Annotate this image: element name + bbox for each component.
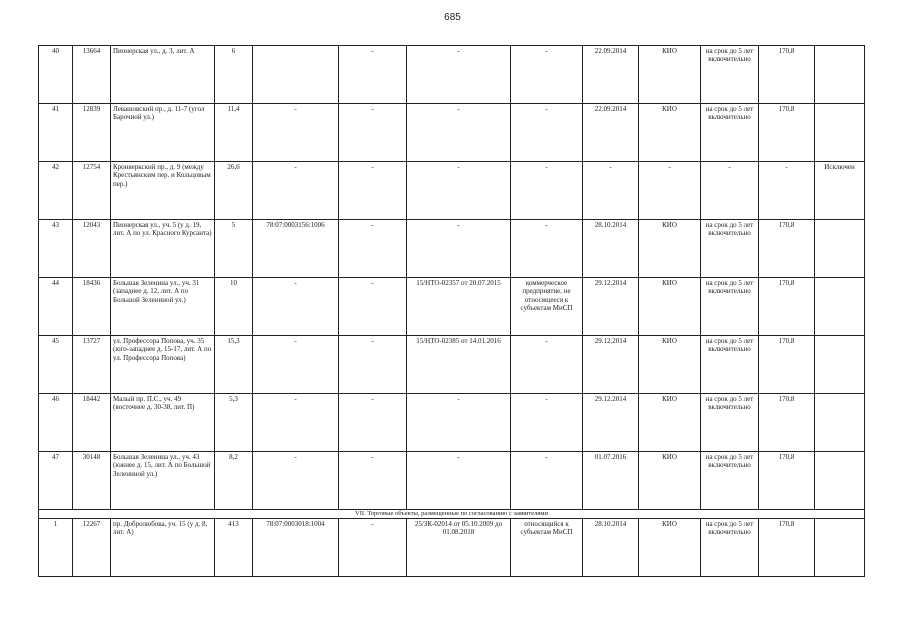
table-cell: относящийся к субъектам МиСП (511, 518, 583, 576)
table-cell: - (407, 162, 511, 220)
table-cell: 18442 (73, 394, 111, 452)
table-cell (815, 518, 865, 576)
table-cell: 47 (39, 452, 73, 510)
table-row (39, 518, 865, 576)
table-cell: 12839 (73, 104, 111, 162)
table-cell: КИО (639, 104, 701, 162)
table-cell: 13727 (73, 336, 111, 394)
table-cell: Большая Зеленина ул., уч. 43 (южнее д. 15, лит. А по Большой Зелениной ул.) (111, 452, 215, 510)
table-row (39, 394, 865, 452)
table-row (39, 220, 865, 278)
table-cell: 5 (215, 220, 253, 278)
table-cell: 170,8 (759, 278, 815, 336)
table-cell: 78:07:0003156:1006 (253, 220, 339, 278)
table-body (39, 46, 865, 577)
table-cell: 28.10.2014 (583, 518, 639, 576)
table-cell: на срок до 5 лет включительно (701, 46, 759, 104)
table-cell: ул. Профессора Попова, уч. 35 (юго-западнее д. 15-17, лит. А по ул. Профессора Попова) (111, 336, 215, 394)
table-cell: - (253, 104, 339, 162)
table-cell: - (253, 452, 339, 510)
table-cell: пр. Добролюбова, уч. 15 (у д. 8, лит. А) (111, 518, 215, 576)
table-cell: 18436 (73, 278, 111, 336)
table-cell: 29.12.2014 (583, 336, 639, 394)
table-cell: - (511, 162, 583, 220)
table-cell: - (639, 162, 701, 220)
table-cell: на срок до 5 лет включительно (701, 220, 759, 278)
table-row (39, 336, 865, 394)
table-cell: 22.09.2014 (583, 46, 639, 104)
table-cell: КИО (639, 220, 701, 278)
table-cell: Малый пр. П.С., уч. 49 (восточнее д. 30-38, лит. П) (111, 394, 215, 452)
table-cell: - (339, 394, 407, 452)
section-title: VII. Торговые объекты, размещенные по согласованию с заявителями (39, 510, 865, 519)
table-cell: КИО (639, 452, 701, 510)
table-cell: на срок до 5 лет включительно (701, 518, 759, 576)
table-cell: - (407, 220, 511, 278)
table-cell: на срок до 5 лет включительно (701, 104, 759, 162)
table-cell: 29.12.2014 (583, 278, 639, 336)
table-cell: 12754 (73, 162, 111, 220)
table-cell: 12267 (73, 518, 111, 576)
table-cell: - (407, 46, 511, 104)
table-cell: - (511, 394, 583, 452)
table-cell: 15,3 (215, 336, 253, 394)
table-cell: 42 (39, 162, 73, 220)
table-cell: 170,8 (759, 104, 815, 162)
table-cell: - (511, 104, 583, 162)
table-cell: КИО (639, 518, 701, 576)
table-cell: 78:07:0003018:1004 (253, 518, 339, 576)
table-cell: 44 (39, 278, 73, 336)
table-cell: КИО (639, 278, 701, 336)
table-cell: 170,8 (759, 46, 815, 104)
table-cell (815, 336, 865, 394)
table-cell: - (511, 452, 583, 510)
table-cell (815, 220, 865, 278)
table-cell: - (407, 104, 511, 162)
table-cell: Левашовский пр., д. 11-7 (угол Барочной ул.) (111, 104, 215, 162)
table-cell: 29.12.2014 (583, 394, 639, 452)
page-number: 685 (444, 12, 461, 23)
table-cell: 170,8 (759, 518, 815, 576)
table-cell (815, 46, 865, 104)
table-cell: 5,3 (215, 394, 253, 452)
table-cell: - (339, 452, 407, 510)
table-cell: - (253, 278, 339, 336)
table-cell (815, 452, 865, 510)
table-cell: - (253, 336, 339, 394)
table-cell: - (511, 336, 583, 394)
table-cell: 22.09.2014 (583, 104, 639, 162)
table-cell: Исключен (815, 162, 865, 220)
table-cell: на срок до 5 лет включительно (701, 336, 759, 394)
table-cell: - (339, 336, 407, 394)
table-cell: 170,8 (759, 394, 815, 452)
table-cell: КИО (639, 394, 701, 452)
table-cell: 13664 (73, 46, 111, 104)
table-cell: - (253, 394, 339, 452)
table-cell: - (339, 518, 407, 576)
table-cell: Пионерская ул., д. 3, лит. А (111, 46, 215, 104)
table-cell: 41 (39, 104, 73, 162)
table-row (39, 104, 865, 162)
table-cell: 46 (39, 394, 73, 452)
table-cell: КИО (639, 46, 701, 104)
table-cell: 43 (39, 220, 73, 278)
table-cell (815, 394, 865, 452)
table-row (39, 452, 865, 510)
table-cell: - (339, 162, 407, 220)
table-cell: 45 (39, 336, 73, 394)
table-cell: Пионерская ул., уч. 5 (у д. 19, лит. А по ул. Красного Курсанта) (111, 220, 215, 278)
table-cell: - (511, 220, 583, 278)
table-row (39, 278, 865, 336)
table-cell: 413 (215, 518, 253, 576)
table-cell: - (407, 452, 511, 510)
table-cell: - (253, 162, 339, 220)
table-cell: Кронверкский пр., д. 9 (между Крестьянским пер. и Кольцовым пер.) (111, 162, 215, 220)
table-cell: 11,4 (215, 104, 253, 162)
table-cell: - (759, 162, 815, 220)
table-row (39, 162, 865, 220)
objects-table (38, 45, 865, 577)
table-cell: - (339, 104, 407, 162)
table-cell: 6 (215, 46, 253, 104)
table-row (39, 46, 865, 104)
table-cell: 25/ЗК-02014 от 05.10.2009 до 01.08.2018 (407, 518, 511, 576)
table-cell: - (339, 46, 407, 104)
table-cell: 170,8 (759, 336, 815, 394)
table-cell: 10 (215, 278, 253, 336)
table-cell: 170,8 (759, 452, 815, 510)
table-cell (253, 46, 339, 104)
table-cell: 30148 (73, 452, 111, 510)
table-cell: КИО (639, 336, 701, 394)
table-cell: 15/НТО-02357 от 20.07.2015 (407, 278, 511, 336)
table-cell: на срок до 5 лет включительно (701, 394, 759, 452)
table-cell (815, 104, 865, 162)
table-cell: 170,8 (759, 220, 815, 278)
table-cell (815, 278, 865, 336)
table-cell: - (407, 394, 511, 452)
table-cell: 26,6 (215, 162, 253, 220)
table-cell: 15/НТО-02385 от 14.01.2016 (407, 336, 511, 394)
table-cell: Большая Зеленина ул., уч. 31 (западнее д. 12, лит. А по Большой Зелениной ул.) (111, 278, 215, 336)
table-cell: 28.10.2014 (583, 220, 639, 278)
table-cell: - (339, 220, 407, 278)
table-cell: - (701, 162, 759, 220)
table-cell: коммерческое предприятие, не относящееся к субъектам МиСП (511, 278, 583, 336)
table-cell: - (339, 278, 407, 336)
table-cell: 12043 (73, 220, 111, 278)
table-cell: - (583, 162, 639, 220)
table-cell: на срок до 5 лет включительно (701, 278, 759, 336)
table-cell: 1 (39, 518, 73, 576)
section-row (39, 510, 865, 519)
table-cell: 01.07.2016 (583, 452, 639, 510)
table-cell: 8,2 (215, 452, 253, 510)
table-cell: - (511, 46, 583, 104)
table-cell: 40 (39, 46, 73, 104)
table-cell: на срок до 5 лет включительно (701, 452, 759, 510)
